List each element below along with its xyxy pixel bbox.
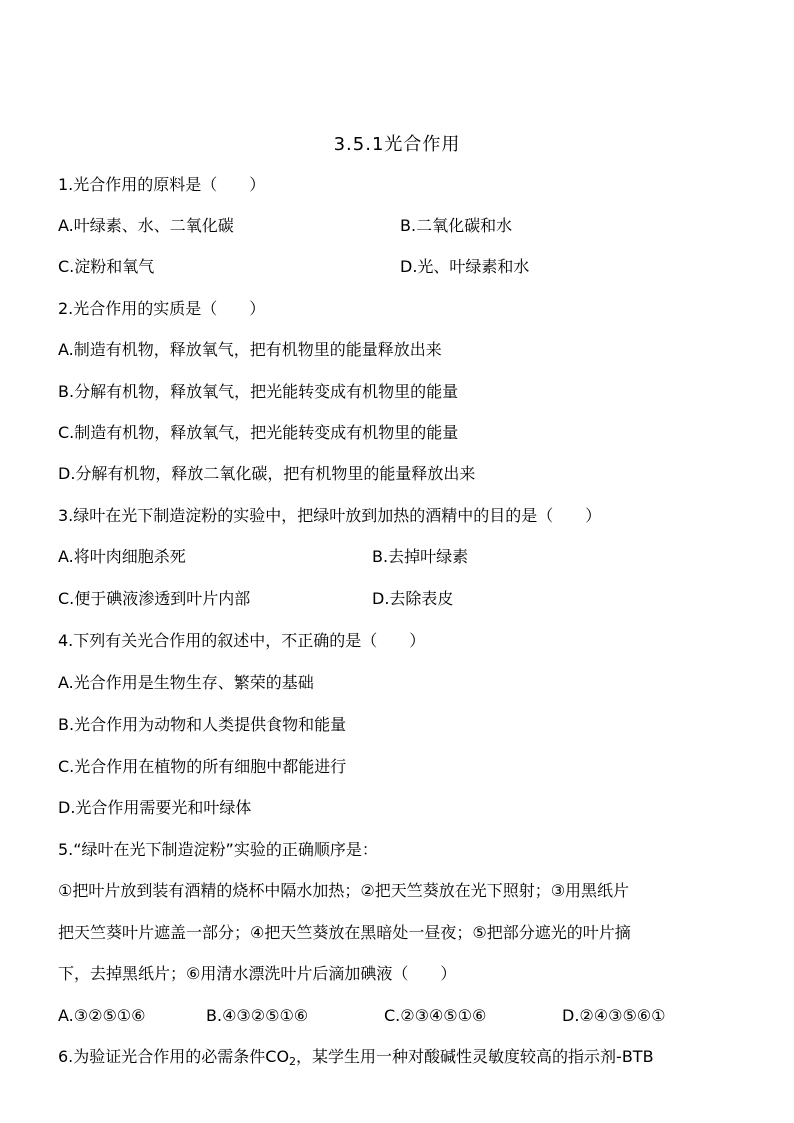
question-6-stem-post: ，某学生用一种对酸碱性灵敏度较高的指示剂-BTB: [296, 1047, 654, 1066]
question-6-stem: [58, 1045, 654, 1074]
question-5-step-line-3: 下，去掉黑纸片；⑥用清水漂洗叶片后滴加碘液（ ）: [58, 964, 457, 983]
question-6-stem-pre: 6.为验证光合作用的必需条件CO: [58, 1047, 290, 1066]
question-2-stem: 2.光合作用的实质是（ ）: [58, 299, 266, 318]
question-1-option-c: C.淀粉和氧气: [58, 257, 155, 276]
question-3-stem: 3.绿叶在光下制造淀粉的实验中，把绿叶放到加热的酒精中的目的是（ ）: [58, 506, 602, 525]
question-1-option-a: A.叶绿素、水、二氧化碳: [58, 216, 234, 235]
question-5-step-line-1: ①把叶片放到装有酒精的烧杯中隔水加热；②把天竺葵放在光下照射；③用黑纸片: [58, 881, 630, 900]
question-5-option-d: D.②④③⑤⑥①: [562, 1006, 666, 1025]
question-3-option-a: A.将叶肉细胞杀死: [58, 547, 186, 566]
question-4-stem: 4.下列有关光合作用的叙述中，不正确的是（ ）: [58, 631, 426, 650]
question-2-option-b: B.分解有机物，释放氧气，把光能转变成有机物里的能量: [58, 382, 459, 401]
question-4-option-b: B.光合作用为动物和人类提供食物和能量: [58, 715, 347, 734]
question-2-option-c: C.制造有机物，释放氧气，把光能转变成有机物里的能量: [58, 423, 459, 442]
question-1-option-d: D.光、叶绿素和水: [400, 257, 530, 276]
question-5-step-line-2: 把天竺葵叶片遮盖一部分；④把天竺葵放在黑暗处一昼夜；⑤把部分遮光的叶片摘: [58, 923, 631, 942]
question-2-option-a: A.制造有机物，释放氧气，把有机物里的能量释放出来: [58, 340, 442, 359]
question-1-option-b: B.二氧化碳和水: [400, 216, 513, 235]
question-5-option-b: B.④③②⑤①⑥: [206, 1006, 309, 1025]
question-4-option-d: D.光合作用需要光和叶绿体: [58, 798, 252, 817]
question-4-option-a: A.光合作用是生物生存、繁荣的基础: [58, 673, 314, 692]
co2-subscript: 2: [289, 1055, 297, 1068]
question-3-option-c: C.便于碘液渗透到叶片内部: [58, 589, 251, 608]
page-title: 3.5.1光合作用: [333, 134, 461, 155]
question-2-option-d: D.分解有机物，释放二氧化碳，把有机物里的能量释放出来: [58, 464, 476, 483]
question-5-option-a: A.③②⑤①⑥: [58, 1006, 146, 1025]
question-5-stem: 5.“绿叶在光下制造淀粉”实验的正确顺序是：: [58, 840, 378, 859]
question-3-option-b: B.去掉叶绿素: [372, 547, 469, 566]
question-4-option-c: C.光合作用在植物的所有细胞中都能进行: [58, 757, 347, 776]
question-5-option-c: C.②③④⑤①⑥: [384, 1006, 487, 1025]
question-3-option-d: D.去除表皮: [372, 589, 454, 608]
question-1-stem: 1.光合作用的原料是（ ）: [58, 175, 266, 194]
